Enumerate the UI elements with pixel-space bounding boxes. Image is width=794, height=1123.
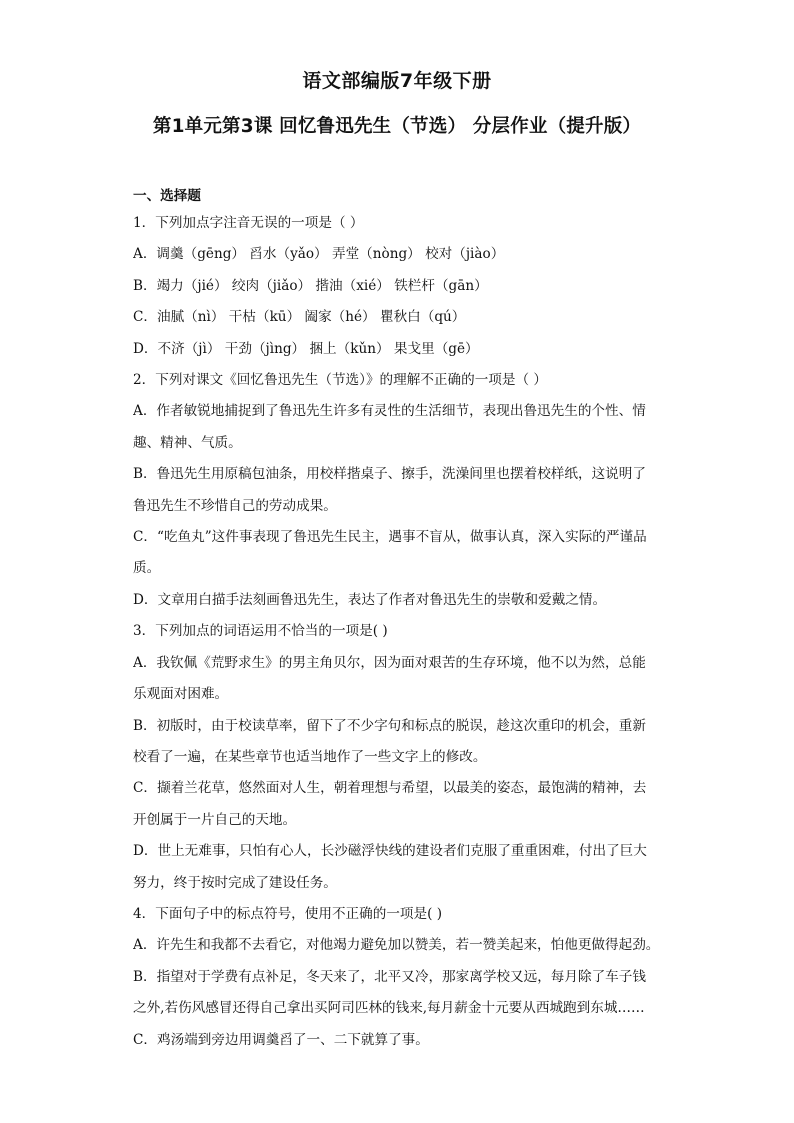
question-1-option-b: B．竭力（jié） 绞肉（jiǎo） 揩油（xié） 铁栏杆（gān）: [133, 277, 488, 294]
question-3-option-d: D．世上无难事，只怕有心人，长沙磁浮快线的建设者们克服了重重困难，付出了巨大: [133, 843, 647, 860]
question-2-stem: 2．下列对课文《回忆鲁迅先生（节选）》的理解不正确的一项是（ ）: [133, 372, 547, 389]
question-2-option-a: A．作者敏锐地捕捉到了鲁迅先生许多有灵性的生活细节，表现出鲁迅先生的个性、情: [133, 403, 646, 420]
question-4-option-c: C．鸡汤端到旁边用调羹舀了一、二下就算了事。: [133, 1031, 429, 1048]
question-3-option-a: A．我钦佩《荒野求生》的男主角贝尔，因为面对艰苦的生存环境，他不以为然，总能: [133, 654, 646, 671]
page-subtitle: 第1单元第3课 回忆鲁迅先生（节选） 分层作业（提升版）: [152, 116, 642, 137]
question-2-option-b: B．鲁迅先生用原稿包油条，用校样揩桌子、擦手，洗澡间里也摆着校样纸，这说明了: [133, 466, 646, 483]
question-4-option-a: A．许先生和我都不去看它，对他竭力避免加以赞美，若一赞美起来，怕他更做得起劲。: [133, 937, 660, 954]
question-3-option-c: C．撷着兰花草，悠然面对人生，朝着理想与希望，以最美的姿态，最饱满的精神，去: [133, 780, 647, 797]
question-3-stem: 3．下列加点的词语运用不恰当的一项是( ): [133, 623, 388, 640]
question-4-stem: 4．下面句子中的标点符号，使用不正确的一项是( ): [133, 905, 443, 922]
question-2-option-b-cont: 鲁迅先生不珍惜自己的劳动成果。: [133, 497, 337, 514]
document-body: [133, 184, 663, 1056]
question-3-option-b-cont: 校看了一遍，在某些章节也适当地作了一些文字上的修改。: [133, 748, 487, 765]
question-3-option-d-cont: 努力，终于按时完成了建设任务。: [133, 874, 337, 891]
question-3-option-b: B．初版时，由于校读草率，留下了不少字句和标点的脱误，趁这次重印的机会，重新: [133, 717, 646, 734]
question-2-option-c: C．“吃鱼丸”这件事表现了鲁迅先生民主，遇事不盲从，做事认真，深入实际的严谨品: [133, 529, 647, 546]
section-title: 一、选择题: [133, 188, 201, 204]
question-1-option-a: A．调羹（gēng） 舀水（yǎo） 弄堂（nòng） 校对（jiào）: [133, 246, 505, 263]
question-1-option-d: D．不济（jì） 干劲（jìng） 捆上（kǔn） 果戈里（gē）: [133, 340, 479, 357]
question-1-stem: 1．下列加点字注音无误的一项是（ ）: [133, 215, 364, 231]
question-2-option-a-cont: 趣、精神、气质。: [133, 434, 242, 451]
question-2-option-d: D．文章用白描手法刻画鲁迅先生，表达了作者对鲁迅先生的崇敬和爱戴之情。: [133, 591, 607, 608]
question-2-option-c-cont: 质。: [133, 560, 161, 577]
question-1-option-c: C．油腻（nì） 干枯（kū） 阖家（hé） 瞿秋白（qú）: [133, 309, 466, 326]
question-4-option-b: B．指望对于学费有点补足，冬天来了，北平又冷，那家离学校又远，每月除了车子钱: [133, 968, 646, 985]
question-4-option-b-cont: 之外,若伤风感冒还得自己拿出买阿司匹林的钱来,每月薪金十元要从西城跑到东城……: [133, 1000, 645, 1017]
question-3-option-a-cont: 乐观面对困难。: [133, 686, 229, 703]
page-title: 语文部编版7年级下册: [302, 70, 492, 92]
question-3-option-c-cont: 开创属于一片自己的天地。: [133, 811, 297, 828]
